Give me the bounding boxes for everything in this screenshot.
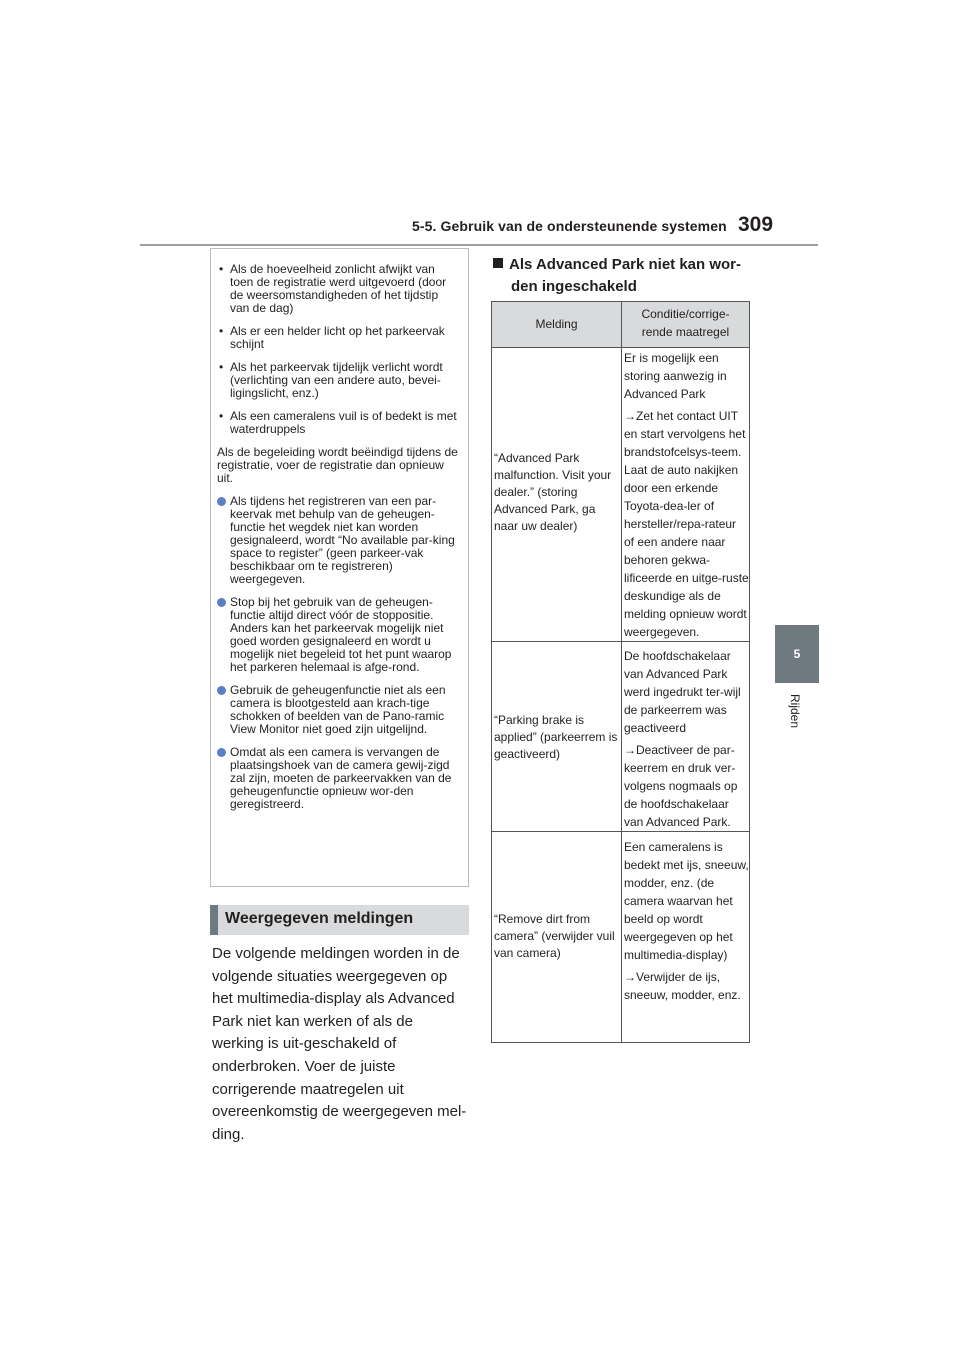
note-bullet: • Als het parkeervak tijdelijk verlicht wordt (verlichting van een andere auto, bevei-ligingslicht, enz.)	[219, 360, 443, 400]
subsection-heading: Als Advanced Park niet kan wor- den ingeschakeld	[493, 254, 753, 298]
chapter-tab: 5	[775, 625, 819, 683]
section-body: De volgende meldingen worden in de volgende situaties weergegeven op het multimedia-display als Advanced Park niet kan werken of als de werking is uit-geschakeld of onderbroken. Voer de juiste corrigerende maatregelen uit overeenkomstig de weergegeven mel-ding.	[212, 945, 467, 1143]
running-header: 5-5. Gebruik van de ondersteunende systemen	[412, 218, 727, 234]
table-column-divider	[621, 302, 622, 1042]
square-bullet-icon	[493, 258, 503, 268]
chapter-label: Rijden	[788, 694, 802, 729]
notes-box	[210, 248, 469, 887]
table-cell-message: “Remove dirt from camera” (verwijder vuil van camera)	[494, 912, 615, 960]
section-heading	[210, 905, 469, 935]
table-cell-condition: Een cameralens is bedekt met ijs, sneeuw, modder, enz. (de camera waarvan het beeld op wordt weergegeven op het multimedia-display) →Verwijder de ijs, sneeuw, modder, enz.	[624, 840, 749, 1002]
table-row-divider	[492, 831, 749, 832]
circle-bullet-icon	[217, 748, 226, 757]
messages-table	[491, 301, 750, 1043]
section-accent	[210, 905, 218, 935]
note-bullet: • Als de hoeveelheid zonlicht afwijkt van toen de registratie werd uitgevoerd (door de weersomstandigheden of het tijdstip van de dag)	[219, 262, 447, 315]
note-bullet: • Als er een helder licht op het parkeervak schijnt	[219, 324, 445, 351]
note-bullet: • Als een cameralens vuil is of bedekt is met waterdruppels	[219, 409, 457, 436]
bullet-mark: •	[219, 409, 224, 423]
table-cell-message: “Parking brake is applied” (parkeerrem is geactiveerd)	[494, 713, 618, 761]
table-cell-condition: De hoofdschakelaar van Advanced Park werd ingedrukt ter-wijl de parkeerrem was geactiveerd →Deactiveer de par-keerrem en druk ver-volgens nogmaals op de hoofdschakelaar van Advanced Park.	[624, 649, 741, 829]
circle-bullet-icon	[217, 497, 226, 506]
header-rule	[140, 244, 818, 246]
table-row-divider	[492, 641, 749, 642]
header-conditie: Conditie/corrige- rende maatregel	[641, 307, 730, 339]
note-circle-item: Als tijdens het registreren van een par-keervak met behulp van de geheugen-functie het wegdek niet kan worden gesignaleerd, wordt “No available par-king space to register” (geen parkeer-vak beschikbaar om te registreren) weergegeven.	[217, 495, 459, 586]
note-paragraph: Als de begeleiding wordt beëindigd tijdens de registratie, voer de registratie dan opnieuw uit.	[217, 445, 458, 485]
header-melding: Melding	[535, 317, 578, 331]
circle-bullet-icon	[217, 686, 226, 695]
bullet-mark: •	[219, 262, 224, 276]
section-title: Weergegeven meldingen	[225, 910, 414, 927]
note-circle-item: Gebruik de geheugenfunctie niet als een camera is blootgesteld aan krach-tige schokken of beelden van de Pano-ramic View Monitor niet goed zijn uitgelijnd.	[217, 684, 459, 736]
note-circle-item: Stop bij het gebruik van de geheugen-functie altijd direct vóór de stoppositie. Anders kan het parkeervak mogelijk niet goed worden gesignaleerd en wordt u mogelijk niet begeleid tot het punt waarop het parkeren helemaal is afge-rond.	[217, 596, 459, 674]
bullet-mark: •	[219, 360, 224, 374]
note-circle-item: Omdat als een camera is vervangen de plaatsingshoek van de camera gewij-zigd zal zijn, moeten de parkeervakken van de geheugenfunctie opnieuw wor-den geregistreerd.	[217, 746, 459, 811]
bullet-mark: •	[219, 324, 224, 338]
page-number: 309	[738, 213, 774, 236]
table-cell-condition: Er is mogelijk een storing aanwezig in Advanced Park →Zet het contact UIT en start vervolgens het brandstofcelsys-teem. Laat de auto nakijken door een erkende Toyota-dea-ler of hersteller/repa-rateur of een andere naar behoren gekwa-lificeerde en uitge-ruste deskundige als de melding opnieuw wordt weergegeven.	[624, 351, 749, 639]
circle-bullet-icon	[217, 598, 226, 607]
table-cell-message: “Advanced Park malfunction. Visit your dealer.” (storing Advanced Park, ga naar uw dealer)	[494, 451, 612, 533]
